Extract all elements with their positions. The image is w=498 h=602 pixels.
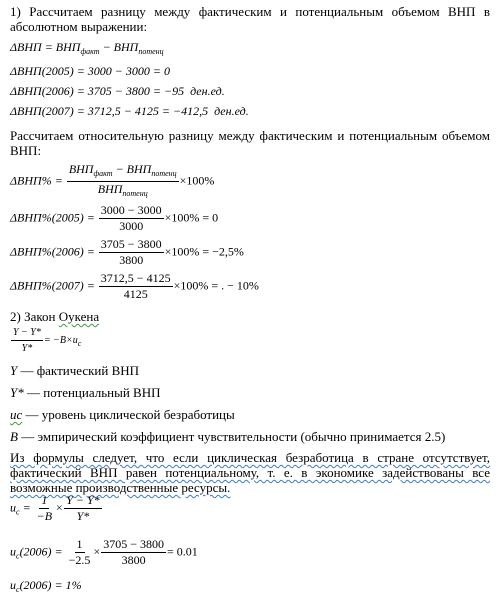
abs-diff-formula: $\Delta ВНП = ВНП_{факт} - ВНП_{потенц}$ (10, 40, 164, 56)
rel-diff-2007: ΔВНП%(2007) = $\frac{3712,5 - 4125}{4125}$ ×100% = . − 10% (10, 271, 259, 301)
okun-formula: $\frac{Y - Y*}{Y*}$ = $-B\times u_c$ (13, 327, 82, 354)
uc-formula: $u_c$ = $\frac{1}{-B}$ × $\frac{Y - Y*}{Y*}$ (10, 493, 100, 523)
abs-diff-2007: ΔВНП(2007) = 3712,5 − 4125 = −412,5 ден.ед. (10, 104, 249, 118)
definition-y: Y — фактический ВНП (10, 363, 140, 378)
conclusion-paragraph: Из формулы следует, что если циклическая безработица в стране отсутствует, фактический ВНП равен потенциальному, т. е. в экономике задействованы все возможные производственные ресурсы. (10, 450, 490, 495)
section1b-heading: Рассчитаем относительную разницу между фактическим и потенциальным объемом ВНП: (10, 128, 490, 158)
abs-diff-2005: ΔВНП(2005) = 3000 − 3000 = 0 (10, 64, 170, 78)
rel-diff-2006: ΔВНП%(2006) = $\frac{3705 - 3800}{3800}$ ×100% = −2,5% (10, 237, 244, 267)
uc-calculation: $u_c(2006)$ = $\frac{1}{-2.5}$ × $\frac{3705 - 3800}{3800}$ = 0.01 (10, 537, 198, 567)
rel-diff-formula: ΔВНП% = $\frac{ВНП_{факт} - ВНП_{потенц}}{ВНП_{потенц}}$ ×100% (10, 162, 214, 201)
definition-b: B — эмпирический коэффициент чувствительности (обычно принимается 2.5) (10, 429, 446, 444)
definition-y-star: Y* — потенциальный ВНП (10, 385, 161, 400)
abs-diff-2006: ΔВНП(2006) = 3705 − 3800 = −95 ден.ед. (10, 84, 225, 98)
rel-diff-fraction: $\frac{ВНП_{факт} - ВНП_{потенц}}{ВНП_{потенц}}$ (68, 162, 177, 198)
section2-heading: 2) Закон Оукена (10, 309, 100, 324)
section1-heading: 1) Рассчитаем разницу между фактическим и потенциальным объемом ВНП в абсолютном выражении: (10, 4, 490, 34)
definition-uc: uc — уровень циклической безработицы (10, 407, 235, 422)
uc-result: $u_c(2006) = 1\%$ (10, 578, 82, 594)
rel-diff-2005: ΔВНП%(2005) = $\frac{3000 - 3000}{3000}$ ×100% = 0 (10, 203, 219, 233)
